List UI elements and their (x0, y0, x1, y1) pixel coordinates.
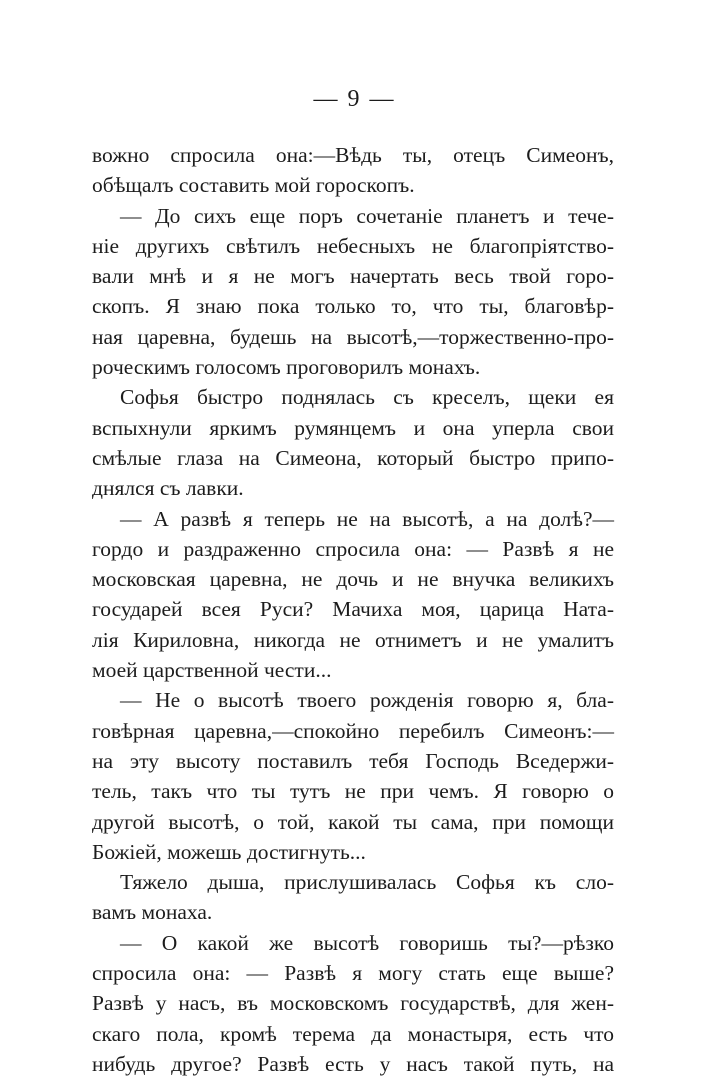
text-line: Тяжело дыша, прислушивалась Софья къ сло- (120, 870, 614, 895)
text-line: спросила она: — Развѣ я могу стать еще выше? (92, 961, 614, 986)
text-line: вожно спросила она:—Вѣдь ты, отецъ Симеонъ, (92, 143, 614, 167)
text-line: вали мнѣ и я не могъ начертать весь твой горо- (92, 264, 614, 289)
text-line: говѣрная царевна,—спокойно перебилъ Симеонъ:— (92, 718, 614, 743)
page-text (92, 140, 614, 1079)
text-line: — О какой же высотѣ говоришь ты?—рѣзко (120, 930, 614, 955)
text-line: государей всея Руси? Мачиха моя, царица Ната- (92, 597, 614, 622)
text-line: гордо и раздраженно спросила она: — Развѣ я не (92, 536, 614, 561)
text-line: Божіей, можешь достигнуть... (92, 839, 366, 864)
text-line: тель, такъ что ты тутъ не при чемъ. Я говорю о (92, 779, 614, 804)
text-line: московская царевна, не дочь и не внучка великихъ (92, 567, 614, 592)
text-line: смѣлые глаза на Симеона, который быстро припо- (92, 445, 614, 470)
text-line: Софья быстро поднялась съ креселъ, щеки ея (120, 385, 614, 410)
text-line: вамъ монаха. (92, 900, 213, 925)
page-number: — 9 — (313, 86, 396, 112)
text-line: — А развѣ я теперь не на высотѣ, а на долѣ?— (120, 506, 614, 531)
text-line: скаго пола, кромѣ терема да монастыря, есть что (92, 1021, 614, 1046)
text-line: роческимъ голосомъ проговорилъ монахъ. (92, 355, 481, 380)
text-line: днялся съ лавки. (92, 476, 244, 501)
text-line: — До сихъ еще поръ сочетаніе планетъ и тече- (120, 203, 614, 228)
text-line: скопъ. Я знаю пока только то, что ты, благовѣр- (92, 294, 614, 319)
text-line: ная царевна, будешь на высотѣ,—торжественно-про- (92, 324, 614, 349)
text-line: лія Кириловна, никогда не отниметъ и не умалитъ (92, 627, 614, 652)
text-line: — Не о высотѣ твоего рожденія говорю я, бла- (120, 688, 614, 713)
text-line: на эту высоту поставилъ тебя Господь Вседержи- (92, 748, 614, 773)
text-line: Развѣ у насъ, въ московскомъ государствѣ, для жен- (92, 991, 614, 1016)
text-line: нибудь другое? Развѣ есть у насъ такой путь, на (92, 1051, 614, 1076)
text-line: ніе другихъ свѣтилъ небесныхъ не благопріятство- (92, 233, 614, 258)
text-line: вспыхнули яркимъ румянцемъ и она уперла свои (92, 415, 614, 440)
text-line: моей царственной чести... (92, 658, 332, 683)
text-line: другой высотѣ, о той, какой ты сама, при помощи (92, 809, 614, 834)
text-line: обѣщалъ составить мой гороскопъ. (92, 173, 415, 198)
